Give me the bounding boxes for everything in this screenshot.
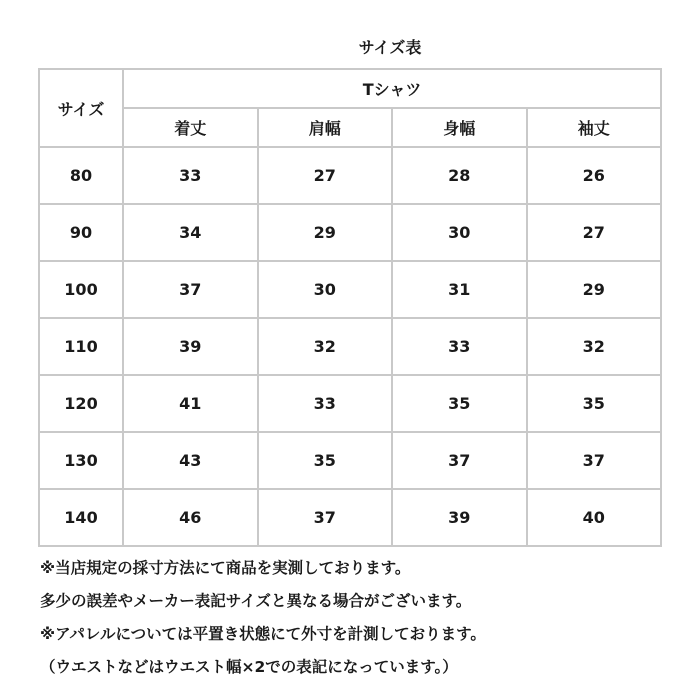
size-cell: 130 — [39, 432, 123, 489]
measurement-cell: 33 — [123, 147, 258, 204]
measurement-cell: 35 — [392, 375, 527, 432]
measurement-cell: 33 — [258, 375, 393, 432]
measurement-cell: 40 — [527, 489, 662, 546]
measurement-cell: 27 — [527, 204, 662, 261]
column-header-shoulder: 肩幅 — [258, 108, 393, 147]
size-cell: 140 — [39, 489, 123, 546]
column-header-chest: 身幅 — [392, 108, 527, 147]
table-header-row-group — [39, 69, 661, 108]
size-cell: 110 — [39, 318, 123, 375]
size-cell: 90 — [39, 204, 123, 261]
tshirt-group-header: Tシャツ — [123, 69, 661, 108]
measurement-cell: 29 — [527, 261, 662, 318]
size-table — [38, 68, 662, 547]
measurement-cell: 46 — [123, 489, 258, 546]
measurement-cell: 31 — [392, 261, 527, 318]
measurement-cell: 28 — [392, 147, 527, 204]
measurement-cell: 37 — [258, 489, 393, 546]
measurement-cell: 29 — [258, 204, 393, 261]
table-row — [39, 204, 661, 261]
measurement-cell: 37 — [527, 432, 662, 489]
measurement-cell: 26 — [527, 147, 662, 204]
size-cell: 100 — [39, 261, 123, 318]
measurement-cell: 43 — [123, 432, 258, 489]
size-column-header: サイズ — [39, 69, 123, 147]
note-line: ※アパレルについては平置き状態にて外寸を計測しております。 — [40, 625, 486, 643]
measurement-cell: 37 — [123, 261, 258, 318]
notes — [40, 552, 680, 684]
measurement-cell: 41 — [123, 375, 258, 432]
table-header-row-columns — [39, 108, 661, 147]
measurement-cell: 39 — [123, 318, 258, 375]
measurement-cell: 32 — [258, 318, 393, 375]
table-body — [39, 147, 661, 546]
size-cell: 120 — [39, 375, 123, 432]
measurement-cell: 30 — [258, 261, 393, 318]
measurement-cell: 32 — [527, 318, 662, 375]
size-cell: 80 — [39, 147, 123, 204]
column-header-sleeve: 袖丈 — [527, 108, 662, 147]
measurement-cell: 34 — [123, 204, 258, 261]
measurement-cell: 35 — [258, 432, 393, 489]
table-row — [39, 261, 661, 318]
column-header-length: 着丈 — [123, 108, 258, 147]
measurement-cell: 39 — [392, 489, 527, 546]
table-row — [39, 147, 661, 204]
measurement-cell: 30 — [392, 204, 527, 261]
note-line: ※当店規定の採寸方法にて商品を実測しております。 — [40, 559, 411, 577]
note-line: （ウエストなどはウエスト幅×2での表記になっています。） — [40, 658, 458, 676]
table-row — [39, 432, 661, 489]
table-row — [39, 318, 661, 375]
measurement-cell: 37 — [392, 432, 527, 489]
measurement-cell: 33 — [392, 318, 527, 375]
measurement-cell: 27 — [258, 147, 393, 204]
measurement-cell: 35 — [527, 375, 662, 432]
note-line: 多少の誤差やメーカー表記サイズと異なる場合がございます。 — [40, 592, 472, 610]
table-row — [39, 489, 661, 546]
table-row — [39, 375, 661, 432]
page-title: サイズ表 — [358, 38, 422, 57]
